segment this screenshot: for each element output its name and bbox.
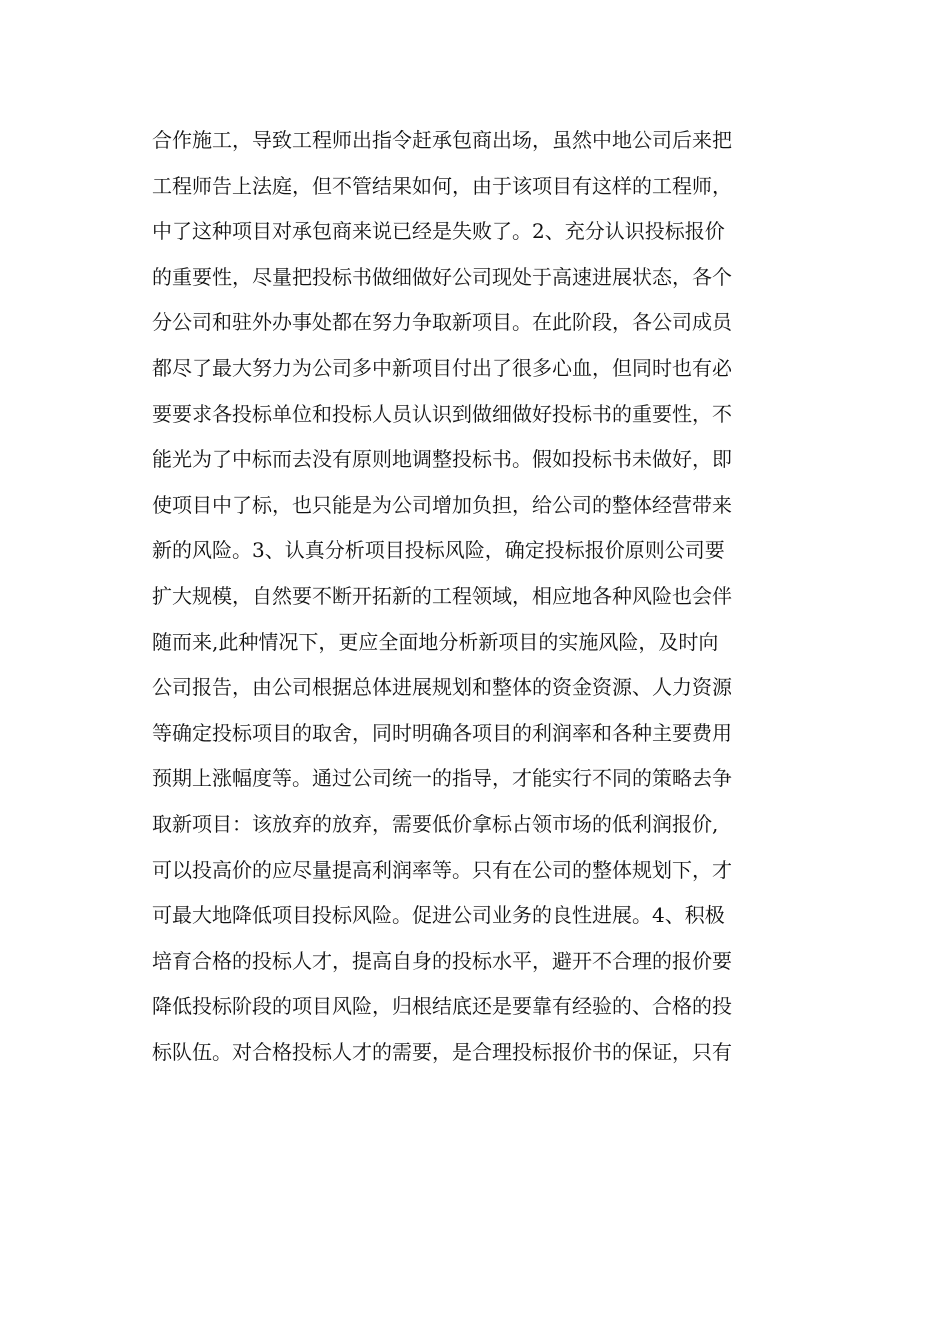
text-line: 随而来,此种情况下，更应全面地分析新项目的实施风险，及时向 bbox=[152, 629, 719, 654]
text-line: 的重要性，尽量把投标书做细做好公司现处于高速进展状态，各个 bbox=[152, 264, 732, 289]
text-line: 能光为了中标而去没有原则地调整投标书。假如投标书未做好，即 bbox=[152, 447, 732, 472]
text-line: 公司报告，由公司根据总体进展规划和整体的资金资源、人力资源 bbox=[152, 675, 732, 700]
text-line: 合作施工，导致工程师出指令赶承包商出场，虽然中地公司后来把 bbox=[152, 128, 732, 152]
text-line: 可以投高价的应尽量提高利润率等。只有在公司的整体规划下，才 bbox=[152, 857, 732, 882]
text-line: 扩大规模，自然要不断开拓新的工程领域，相应地各种风险也会伴 bbox=[152, 583, 732, 608]
text-line: 取新项目：该放弃的放弃，需要低价拿标占领市场的低利润报价, bbox=[152, 811, 719, 836]
text-line: 标队伍。对合格投标人才的需要，是合理投标报价书的保证，只有 bbox=[152, 1039, 732, 1064]
text-line: 可最大地降低项目投标风险。促进公司业务的良性进展。4、积极 bbox=[152, 903, 725, 928]
text-line: 新的风险。3、认真分析项目投标风险，确定投标报价原则公司要 bbox=[152, 538, 725, 563]
text-line: 等确定投标项目的取舍，同时明确各项目的利润率和各种主要费用 bbox=[152, 720, 732, 745]
body-paragraph bbox=[152, 118, 802, 1075]
text-line: 使项目中了标，也只能是为公司增加负担，给公司的整体经营带来 bbox=[152, 492, 732, 517]
text-line: 要要求各投标单位和投标人员认识到做细做好投标书的重要性，不 bbox=[152, 401, 732, 426]
text-line: 培育合格的投标人才，提高自身的投标水平，避开不合理的报价要 bbox=[152, 948, 732, 973]
text-line: 中了这种项目对承包商来说已经是失败了。2、充分认识投标报价 bbox=[152, 219, 725, 244]
text-line: 分公司和驻外办事处都在努力争取新项目。在此阶段，各公司成员 bbox=[152, 310, 732, 335]
text-line: 工程师告上法庭，但不管结果如何，由于该项目有这样的工程师， bbox=[152, 173, 732, 198]
text-line: 都尽了最大努力为公司多中新项目付出了很多心血，但同时也有必 bbox=[152, 355, 732, 380]
text-line: 降低投标阶段的项目风险，归根结底还是要靠有经验的、合格的投 bbox=[152, 994, 732, 1019]
text-line: 预期上涨幅度等。通过公司统一的指导，才能实行不同的策略去争 bbox=[152, 766, 732, 791]
